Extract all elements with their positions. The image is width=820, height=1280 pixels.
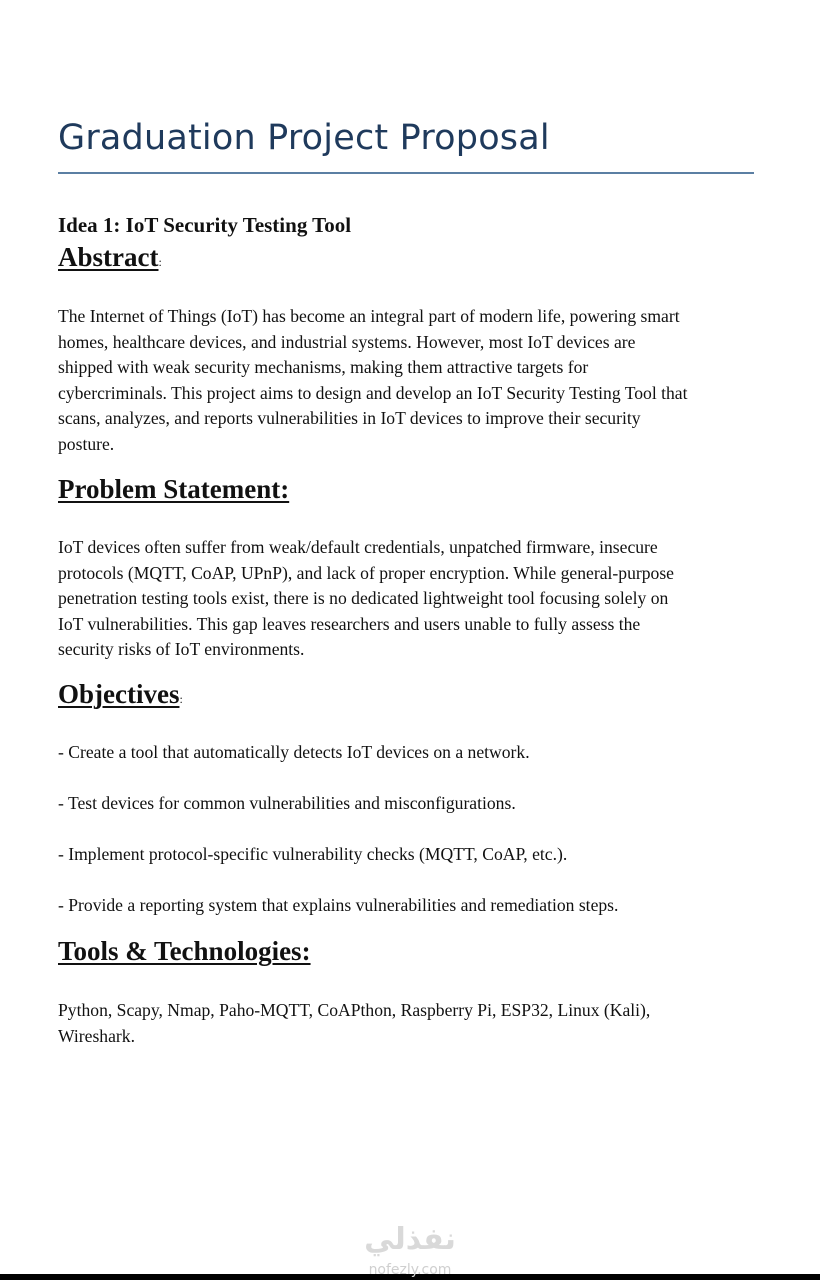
- problem-statement-heading: [58, 474, 289, 505]
- problem-line: protocols (MQTT, CoAP, UPnP), and lack of proper encryption. While general-purpose: [58, 562, 674, 583]
- abstract-line: The Internet of Things (IoT) has become an integral part of modern life, powering smart: [58, 306, 680, 326]
- watermark-logo-arabic: نفذلي: [364, 1222, 456, 1257]
- objectives-heading-text: Objectives: [58, 679, 180, 709]
- objective-item: - Create a tool that automatically detects IoT devices on a network.: [58, 742, 530, 762]
- problem-line: security risks of IoT environments.: [58, 639, 305, 660]
- problem-line: IoT devices often suffer from weak/default credentials, unpatched firmware, insecure: [58, 537, 658, 557]
- tools-heading-text: Tools & Technologies:: [58, 936, 311, 966]
- problem-line: IoT vulnerabilities. This gap leaves researchers and users unable to fully assess the: [58, 613, 641, 634]
- objectives-heading: [58, 679, 183, 710]
- problem-statement-paragraph: [58, 535, 758, 663]
- objectives-heading-colon: :: [179, 692, 183, 706]
- problem-statement-heading-text: Problem Statement:: [58, 474, 290, 504]
- watermark-logo-url: nofezly.com: [368, 1262, 452, 1278]
- abstract-line: posture.: [58, 433, 115, 454]
- bottom-bar: [0, 1274, 820, 1280]
- idea-title: Idea 1: IoT Security Testing Tool: [58, 213, 352, 237]
- objective-item: - Provide a reporting system that explains vulnerabilities and remediation steps.: [58, 895, 619, 915]
- problem-line: penetration testing tools exist, there is no dedicated lightweight tool focusing solely on: [58, 588, 669, 609]
- title-divider: [58, 172, 754, 174]
- abstract-line: scans, analyzes, and reports vulnerabilities in IoT devices to improve their security: [58, 408, 641, 429]
- tools-line: Wireshark.: [58, 1025, 135, 1046]
- tools-paragraph: [58, 998, 758, 1049]
- abstract-heading: [58, 242, 162, 273]
- objective-item: - Test devices for common vulnerabilities and misconfigurations.: [58, 793, 516, 813]
- abstract-line: homes, healthcare devices, and industrial systems. However, most IoT devices are: [58, 331, 636, 352]
- abstract-heading-colon: :: [158, 255, 162, 269]
- abstract-line: cybercriminals. This project aims to design and develop an IoT Security Testing Tool that: [58, 382, 688, 403]
- tools-line: Python, Scapy, Nmap, Paho-MQTT, CoAPthon, Raspberry Pi, ESP32, Linux (Kali),: [58, 1000, 651, 1020]
- objective-item: - Implement protocol-specific vulnerability checks (MQTT, CoAP, etc.).: [58, 844, 568, 864]
- document-title: Graduation Project Proposal: [58, 118, 550, 158]
- tools-heading: [58, 936, 311, 967]
- abstract-line: shipped with weak security mechanisms, making them attractive targets for: [58, 357, 589, 378]
- abstract-paragraph: [58, 304, 758, 458]
- abstract-heading-text: Abstract: [58, 242, 159, 272]
